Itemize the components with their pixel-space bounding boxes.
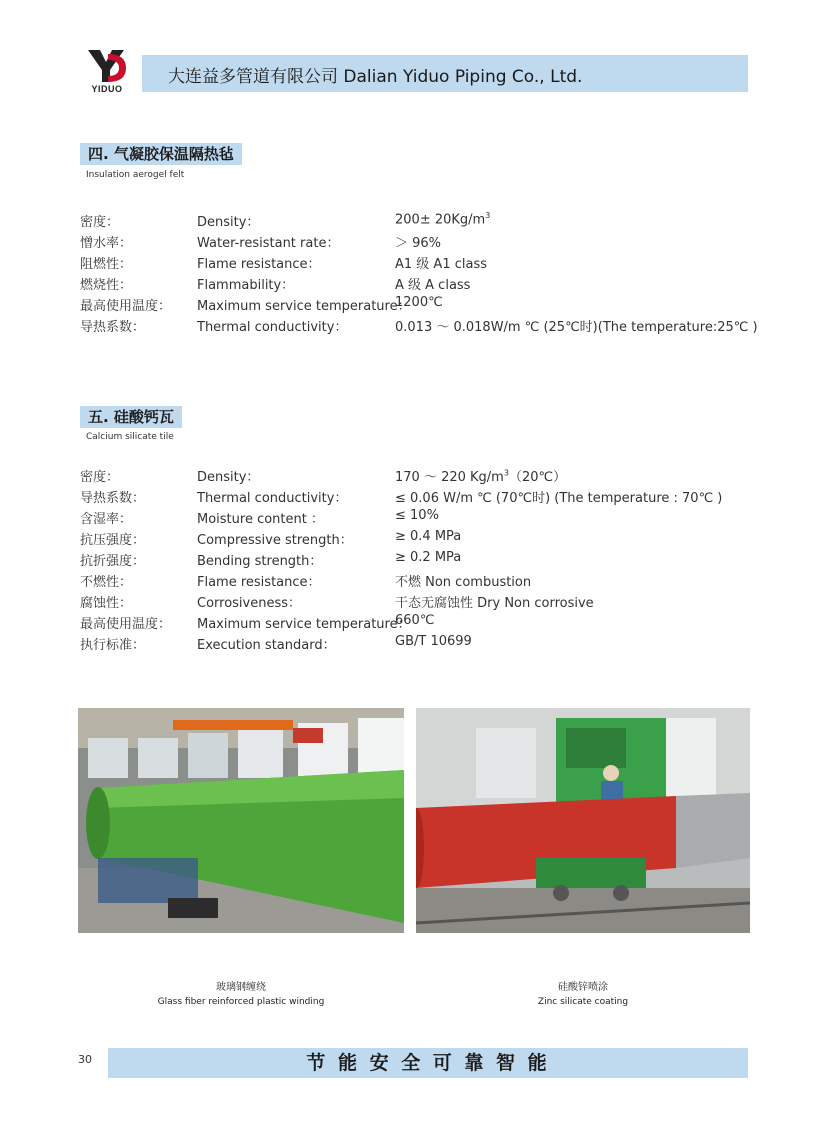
property-row	[80, 232, 780, 253]
property-label-cn: 最高使用温度：	[80, 617, 172, 632]
caption-coating-en: Zinc silicate coating	[537, 997, 629, 1007]
property-value-text: 1200℃	[395, 295, 443, 310]
property-label-en: Thermal conductivity：	[197, 320, 348, 335]
property-value-text: ≤ 0.06 W/m ℃ (70℃时) (The temperature : 70℃ )	[395, 491, 723, 506]
property-label-cn: 抗折强度：	[80, 554, 146, 569]
property-value-text: GB/T 10699	[395, 634, 472, 649]
caption-coating-cn: 硅酸锌喷涂	[558, 982, 608, 993]
property-label-en: Maximum service temperature：	[197, 299, 411, 314]
section-subtitle-aerogel: Insulation aerogel felt	[86, 170, 185, 180]
property-value	[395, 634, 472, 649]
property-row	[80, 571, 780, 592]
property-value	[395, 274, 470, 293]
property-value-text: ≤ 10%	[395, 508, 439, 523]
footer-slogan: 节 能 安 全 可 靠 智 能	[306, 1052, 550, 1074]
property-label-en: Flammability：	[197, 278, 295, 293]
property-row	[80, 316, 780, 337]
page-number: 30	[78, 1053, 92, 1066]
property-value	[395, 613, 434, 628]
company-name: 大连益多管道有限公司 Dalian Yiduo Piping Co., Ltd.	[168, 67, 583, 87]
property-label-en: Maximum service temperature：	[197, 617, 411, 632]
property-label-cn: 导热系数：	[80, 491, 146, 506]
property-row	[80, 529, 780, 550]
property-value-superscript: 3	[503, 468, 509, 478]
property-value-text: 660℃	[395, 613, 435, 628]
property-row	[80, 211, 780, 232]
property-label-en: Thermal conductivity：	[197, 491, 348, 506]
property-row	[80, 550, 780, 571]
property-value-suffix: （20℃）	[508, 470, 567, 485]
property-value-text: 170 ～ 220 Kg/m	[395, 470, 504, 485]
section-subtitle-calcium-silicate: Calcium silicate tile	[86, 432, 174, 442]
property-label-en: Density：	[197, 215, 260, 230]
caption-winding	[78, 978, 404, 1007]
property-value	[395, 487, 722, 506]
property-row	[80, 274, 780, 295]
property-value-text: 干态无腐蚀性 Dry Non corrosive	[395, 596, 594, 611]
photo-grp-winding	[78, 708, 404, 933]
property-value	[395, 253, 487, 272]
property-label-en: Compressive strength：	[197, 533, 353, 548]
property-label-cn: 密度：	[80, 470, 120, 485]
caption-winding-en: Glass fiber reinforced plastic winding	[157, 997, 325, 1007]
property-value-text: ≥ 0.4 MPa	[395, 529, 462, 544]
property-label-en: Water-resistant rate：	[197, 236, 340, 251]
property-row	[80, 634, 780, 655]
property-label-cn: 导热系数：	[80, 320, 146, 335]
property-label-cn: 不燃性：	[80, 575, 133, 590]
property-value-text: 200± 20Kg/m	[395, 212, 486, 228]
property-value	[395, 592, 594, 611]
property-value-superscript: 3	[485, 211, 491, 220]
logo-wordmark: YIDUO	[91, 84, 123, 94]
property-value	[395, 466, 566, 485]
property-value-text: A 级 A class	[395, 278, 471, 293]
property-label-en: Density：	[197, 470, 260, 485]
property-row	[80, 613, 780, 634]
property-label-cn: 燃烧性：	[80, 278, 133, 293]
property-label-en: Flame resistance：	[197, 257, 321, 272]
property-label-cn: 憎水率：	[80, 236, 133, 251]
caption-winding-cn: 玻璃钢缠绕	[216, 982, 266, 993]
property-value-text: ＞ 96%	[395, 236, 442, 251]
property-value	[395, 529, 461, 544]
property-label-cn: 阻燃性：	[80, 257, 133, 272]
property-row	[80, 487, 780, 508]
property-value-text: ≥ 0.2 MPa	[395, 550, 462, 565]
property-label-en: Bending strength：	[197, 554, 323, 569]
property-label-cn: 含湿率：	[80, 512, 133, 527]
property-row	[80, 295, 780, 316]
section-title-aerogel: 四. 气凝胶保温隔热毡	[80, 143, 242, 165]
property-label-en: Corrosiveness：	[197, 596, 302, 611]
photo-zinc-silicate-coating	[416, 708, 750, 933]
property-label-cn: 密度：	[80, 215, 120, 230]
property-label-en: Flame resistance：	[197, 575, 321, 590]
property-value	[395, 211, 490, 227]
property-value-text: A1 级 A1 class	[395, 257, 487, 272]
property-value	[395, 316, 758, 335]
property-label-cn: 执行标准：	[80, 638, 146, 653]
property-label-cn: 抗压强度：	[80, 533, 146, 548]
property-label-en: Moisture content ：	[197, 512, 324, 527]
property-row	[80, 253, 780, 274]
property-label-cn: 腐蚀性：	[80, 596, 133, 611]
property-row	[80, 466, 780, 487]
property-value	[395, 295, 443, 310]
property-row	[80, 508, 780, 529]
property-value	[395, 508, 439, 523]
property-value	[395, 550, 461, 565]
property-value-text: 不燃 Non combustion	[395, 575, 532, 590]
property-row	[80, 592, 780, 613]
property-label-en: Execution standard：	[197, 638, 336, 653]
property-value	[395, 571, 531, 590]
caption-coating	[416, 978, 750, 1007]
section-title-calcium-silicate: 五. 硅酸钙瓦	[80, 406, 182, 428]
property-value	[395, 232, 441, 251]
property-label-cn: 最高使用温度：	[80, 299, 172, 314]
property-value-text: 0.013 ～ 0.018W/m ℃ (25℃时)(The temperature:25℃ )	[395, 320, 758, 335]
